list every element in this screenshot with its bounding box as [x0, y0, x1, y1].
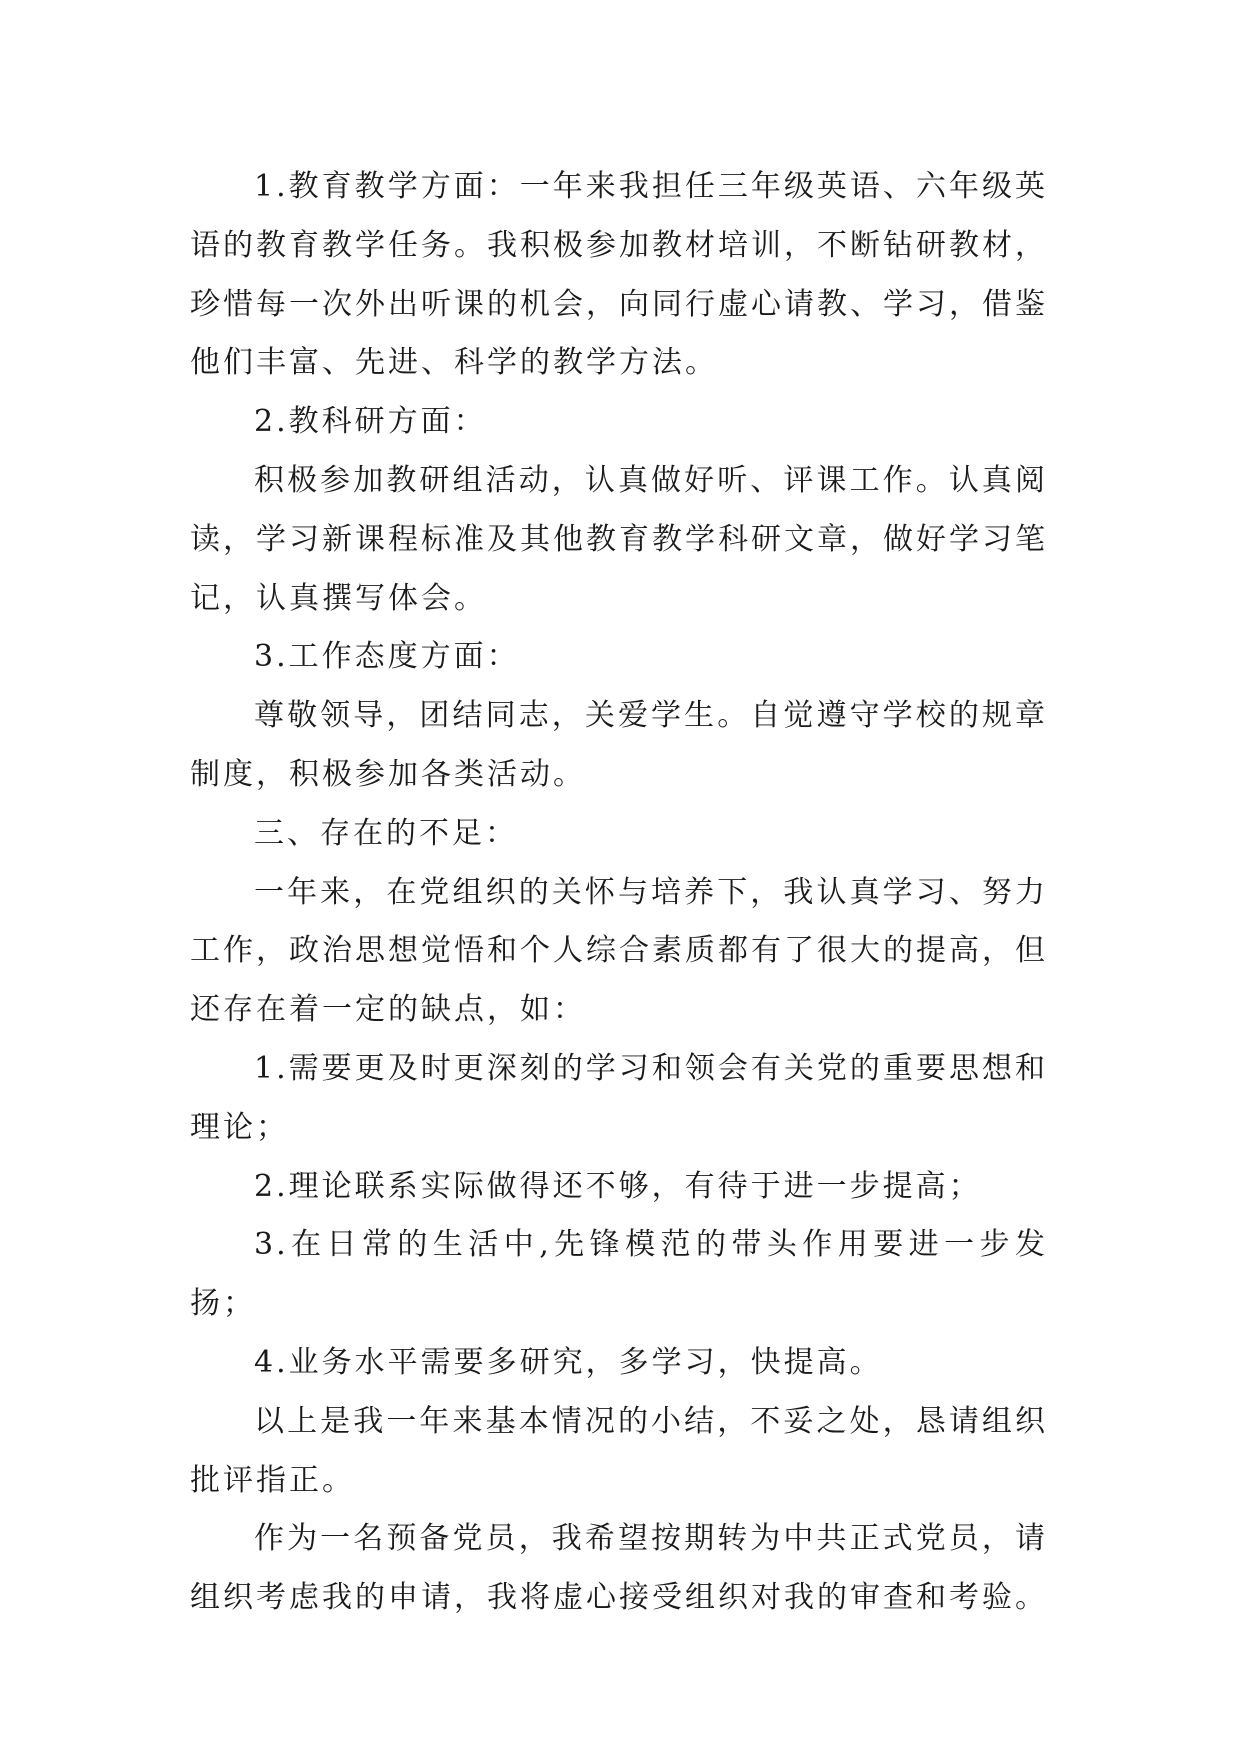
- paragraph-application: 作为一名预备党员，我希望按期转为中共正式党员，请组织考虑我的申请，我将虚心接受组织对我的审查和考验。: [190, 1521, 1048, 1616]
- paragraph-shortcomings-intro: 一年来，在党组织的关怀与培养下，我认真学习、努力工作，政治思想觉悟和个人综合素质都有了很大的提高，但还存在着一定的缺点，如：: [190, 874, 1048, 1028]
- heading-work-attitude: 3.工作态度方面：: [254, 639, 520, 675]
- document-body: [190, 158, 1048, 1628]
- heading-shortcomings: 三、存在的不足：: [254, 815, 518, 851]
- paragraph-summary: 以上是我一年来基本情况的小结，不妥之处，恳请组织批评指正。: [190, 1403, 1048, 1498]
- list-item-shortcoming-4: 4.业务水平需要多研究，多学习，快提高。: [254, 1344, 883, 1380]
- list-item-shortcoming-1: 1.需要更及时更深刻的学习和领会有关党的重要思想和理论；: [190, 1050, 1048, 1145]
- heading-research: 2.教科研方面：: [254, 404, 487, 440]
- list-item-shortcoming-2: 2.理论联系实际做得还不够，有待于进一步提高；: [254, 1168, 982, 1204]
- list-item-shortcoming-3: 3.在日常的生活中,先锋模范的带头作用要进一步发扬；: [190, 1227, 1048, 1322]
- paragraph-teaching: 1.教育教学方面：一年来我担任三年级英语、六年级英语的教育教学任务。我积极参加教材培训，不断钻研教材，珍惜每一次外出听课的机会，向同行虚心请教、学习，借鉴他们丰富、先进、科学的教学方法。: [190, 169, 1048, 381]
- paragraph-work-attitude: 尊敬领导，团结同志，关爱学生。自觉遵守学校的规章制度，积极参加各类活动。: [190, 698, 1048, 792]
- paragraph-research: 积极参加教研组活动，认真做好听、评课工作。认真阅读，学习新课程标准及其他教育教学科研文章，做好学习笔记，认真撰写体会。: [190, 462, 1048, 616]
